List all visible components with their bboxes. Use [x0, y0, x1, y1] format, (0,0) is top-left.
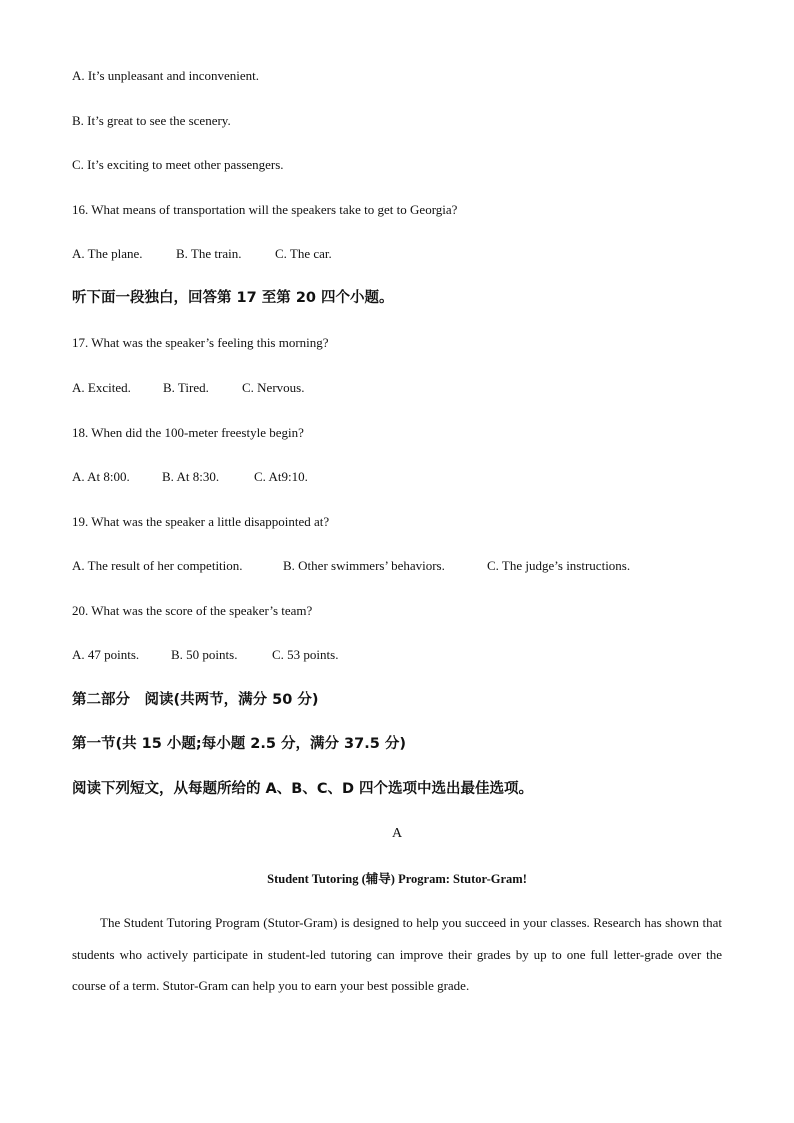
q17-question: 17. What was the speaker’s feeling this morning? — [72, 335, 329, 350]
q16-option-c: C. The car. — [275, 246, 332, 261]
passage-letter: A — [391, 826, 403, 841]
q15-option-a: A. It’s unpleasant and inconvenient. — [72, 68, 260, 83]
q18-option-c: C. At9:10. — [254, 469, 308, 484]
q16-option-b: B. The train. — [176, 246, 242, 261]
q17-options — [72, 380, 304, 396]
section1-heading: 第一节(共 15 小题;每小题 2.5 分，满分 37.5 分) — [72, 736, 406, 752]
q17-option-c: C. Nervous. — [242, 380, 305, 395]
q18-options — [72, 469, 308, 485]
q20-question: 20. What was the score of the speaker’s team? — [72, 603, 313, 618]
q15-option-b: B. It’s great to see the scenery. — [72, 113, 231, 128]
q16-options — [72, 246, 332, 262]
q18-option-a: A. At 8:00. — [72, 469, 130, 484]
q20-option-b: B. 50 points. — [171, 647, 238, 662]
q20-option-a: A. 47 points. — [72, 647, 140, 662]
passage-title: Student Tutoring (辅导) Program: Stutor-Gram! — [267, 872, 527, 886]
q15-option-c: C. It’s exciting to meet other passengers. — [72, 157, 284, 172]
q19-options — [72, 558, 630, 574]
q18-question: 18. When did the 100-meter freestyle begin? — [72, 425, 304, 440]
q18-option-b: B. At 8:30. — [162, 469, 220, 484]
listening-instruction-17-20: 听下面一段独白，回答第 17 至第 20 四个小题。 — [72, 290, 394, 306]
q19-question: 19. What was the speaker a little disappointed at? — [72, 514, 330, 529]
q16-option-a: A. The plane. — [72, 246, 143, 261]
reading-instruction: 阅读下列短文，从每题所给的 A、B、C、D 四个选项中选出最佳选项。 — [72, 781, 534, 797]
q20-options — [72, 647, 338, 663]
q17-option-a: A. Excited. — [72, 380, 131, 395]
passage-paragraph: The Student Tutoring Program (Stutor-Gram) is designed to help you succeed in your classes. Research has shown that students who actively participate in student-led tutoring can improve their grades by up to one full letter-grade over the course of a term. Stutor-Gram can help you to earn your best possible grade. — [72, 915, 722, 993]
q19-option-a: A. The result of her competition. — [72, 558, 243, 573]
q16-question: 16. What means of transportation will the speakers take to get to Georgia? — [72, 202, 458, 217]
q19-option-b: B. Other swimmers’ behaviors. — [283, 558, 445, 573]
q19-option-c: C. The judge’s instructions. — [487, 558, 631, 573]
q17-option-b: B. Tired. — [163, 380, 209, 395]
q20-option-c: C. 53 points. — [272, 647, 339, 662]
part2-heading: 第二部分 阅读(共两节，满分 50 分) — [72, 692, 319, 708]
